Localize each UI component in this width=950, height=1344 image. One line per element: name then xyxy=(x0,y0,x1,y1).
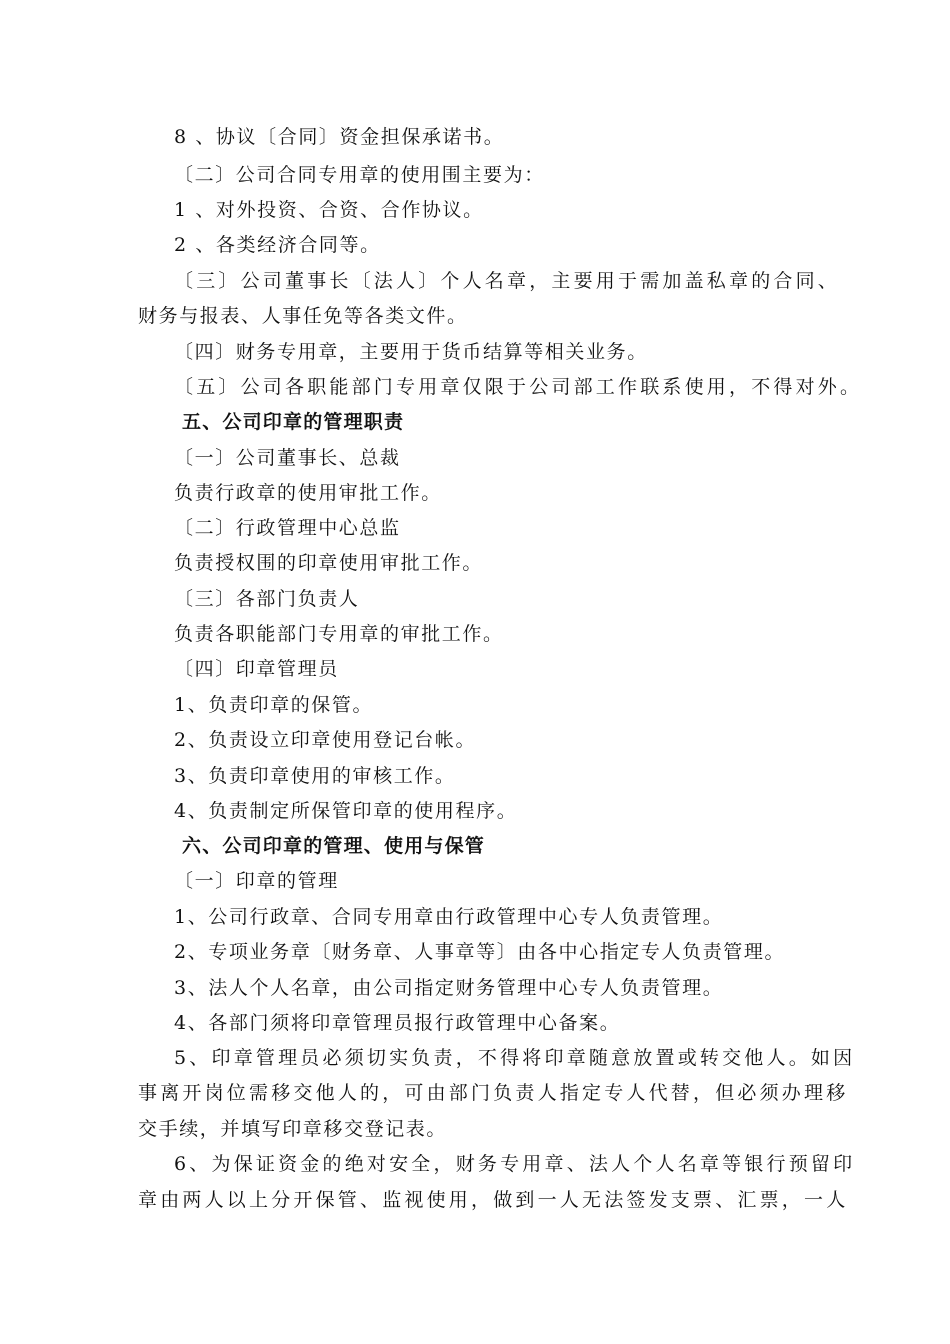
text-line: 事离开岗位需移交他人的，可由部门负责人指定专人代替，但必须办理移 xyxy=(138,1082,849,1104)
text-line: 〔一〕公司董事长、总裁 xyxy=(174,447,401,469)
text-line: 财务与报表、人事任免等各类文件。 xyxy=(138,305,468,327)
text-line: 负责授权围的印章使用审批工作。 xyxy=(174,552,484,574)
text-line: 5、印章管理员必须切实负责，不得将印章随意放置或转交他人。如因 xyxy=(174,1047,856,1069)
text-line: 〔三〕各部门负责人 xyxy=(174,588,360,610)
text-line: 负责行政章的使用审批工作。 xyxy=(174,482,442,504)
text-line: 〔三〕公司董事长〔法人〕个人名章，主要用于需加盖私章的合同、 xyxy=(174,270,841,292)
text-line: 〔一〕印章的管理 xyxy=(174,870,339,892)
text-line: 1 、对外投资、合资、合作协议。 xyxy=(174,199,484,221)
text-line: 4、各部门须将印章管理员报行政管理中心备案。 xyxy=(174,1012,621,1034)
text-line: 1、公司行政章、合同专用章由行政管理中心专人负责管理。 xyxy=(174,906,724,928)
text-line: 〔五〕公司各职能部门专用章仅限于公司部工作联系使用，不得对外。 xyxy=(174,376,863,398)
text-line: 8 、协议〔合同〕资金担保承诺书。 xyxy=(174,126,505,148)
text-line: 交手续，并填写印章移交登记表。 xyxy=(138,1118,448,1140)
text-line: 1、负责印章的保管。 xyxy=(174,694,374,716)
text-line: 3、负责印章使用的审核工作。 xyxy=(174,765,456,787)
text-line: 2 、各类经济合同等。 xyxy=(174,234,381,256)
section-heading: 五、公司印章的管理职责 xyxy=(182,411,405,433)
text-line: 6、为保证资金的绝对安全，财务专用章、法人个人名章等银行预留印 xyxy=(174,1153,856,1175)
text-line: 2、专项业务章〔财务章、人事章等〕由各中心指定专人负责管理。 xyxy=(174,941,786,963)
text-line: 3、法人个人名章，由公司指定财务管理中心专人负责管理。 xyxy=(174,977,724,999)
text-line: 2、负责设立印章使用登记台帐。 xyxy=(174,729,477,751)
text-line: 〔二〕公司合同专用章的使用围主要为： xyxy=(174,164,545,186)
text-line: 〔二〕行政管理中心总监 xyxy=(174,517,401,539)
text-line: 章由两人以上分开保管、监视使用，做到一人无法签发支票、汇票，一人 xyxy=(138,1189,849,1211)
text-line: 〔四〕印章管理员 xyxy=(174,658,339,680)
text-line: 4、负责制定所保管印章的使用程序。 xyxy=(174,800,518,822)
text-line: 〔四〕财务专用章，主要用于货币结算等相关业务。 xyxy=(174,341,648,363)
text-line: 负责各职能部门专用章的审批工作。 xyxy=(174,623,504,645)
section-heading: 六、公司印章的管理、使用与保管 xyxy=(182,835,486,857)
